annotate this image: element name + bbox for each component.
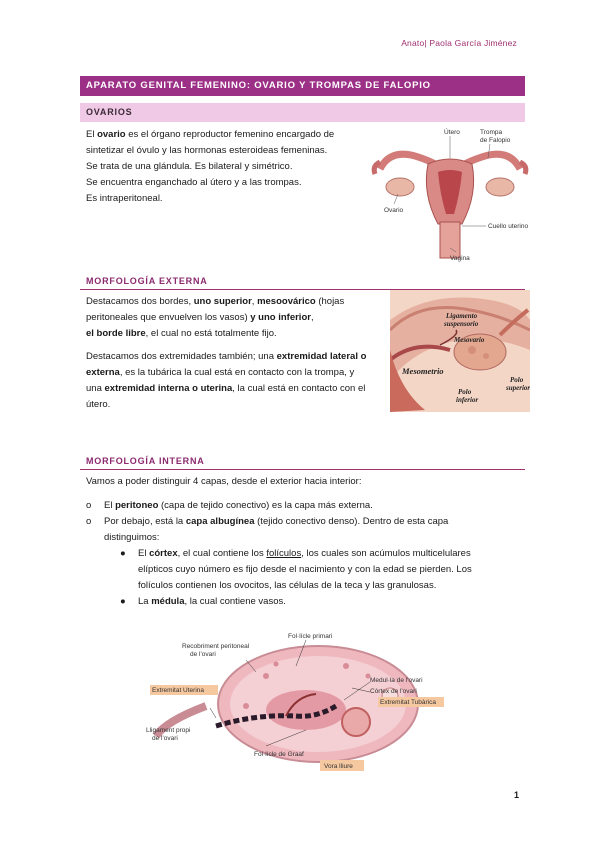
label-cuello: Cuello uterino — [488, 223, 529, 230]
label-polo-superior-2: superior — [506, 384, 530, 392]
header-author: Anato| Paola García Jiménez — [401, 38, 517, 48]
label-cortex: Còrtex de l'ovari — [370, 688, 417, 695]
circle-bullet-icon: o — [86, 516, 92, 527]
externa-p2-line-2: externa, es la tubárica la cual está en contacto con la trompa, y — [86, 367, 355, 378]
label-folicle-primari: Fol·lícle primari — [288, 633, 333, 640]
uterus-figure — [370, 124, 530, 264]
page-title: APARATO GENITAL FEMENINO: OVARIO Y TROMPAS DE FALOPIO — [80, 76, 525, 96]
externa-p1-line-1: Destacamos dos bordes, uno superior, mesoovárico (hojas — [86, 296, 345, 307]
ovarios-line-5: Es intraperitoneal. — [86, 193, 163, 204]
ovary-internal-figure — [146, 626, 462, 776]
externa-paragraph-2 — [86, 349, 366, 413]
ovarios-line-1: El ovario es el órgano reproductor femenino encargado de — [86, 129, 335, 140]
ovarios-line-4: Se encuentra enganchado al útero y a las trompas. — [86, 177, 302, 188]
page-number: 1 — [513, 790, 519, 800]
label-polo-superior: Polo — [510, 376, 524, 384]
sub-item-medula: ● La médula, la cual contiene vasos. — [120, 594, 286, 610]
label-trompa: Trompa — [480, 129, 503, 136]
label-recobriment-2: de l'ovari — [190, 651, 216, 658]
label-ligament: Lligament propi — [146, 727, 191, 734]
label-utero: Útero — [444, 129, 460, 136]
circle-bullet-icon: o — [86, 500, 92, 511]
ovarios-paragraph — [86, 127, 334, 207]
ovarios-line-2: sintetizar el óvulo y las hormonas esteroideas femeninas. — [86, 145, 328, 156]
externa-p2-line-4: útero. — [86, 399, 111, 410]
ovary-external-figure — [390, 290, 530, 412]
label-ligamento-2: suspensorio — [444, 320, 479, 328]
section-heading-externa: MORFOLOGÍA EXTERNA — [80, 276, 525, 290]
interna-intro: Vamos a poder distinguir 4 capas, desde el exterior hacia interior: — [86, 476, 362, 487]
list-item-albuginea: o Por debajo, está la capa albugínea (tejido conectivo denso). Dentro de esta capa distinguimos: — [86, 516, 449, 543]
label-polo-inferior: Polo — [458, 388, 472, 396]
label-extremitat-uterina: Extremitat Uterina — [152, 687, 205, 694]
label-extremitat-tubarica: Extremitat Tubàrica — [380, 699, 436, 706]
label-vagina: Vagina — [450, 255, 470, 262]
externa-p1-line-3: el borde libre, el cual no está totalmente fijo. — [86, 328, 277, 339]
section-title-ovarios: OVARIOS — [80, 103, 525, 122]
label-trompa-2: de Falopio — [480, 137, 511, 144]
label-graaf: Fol·lícle de Graaf — [254, 751, 304, 758]
label-mesometrio: Mesometrio — [402, 366, 444, 376]
externa-p2-line-1: Destacamos dos extremidades también; una extremidad lateral o — [86, 351, 367, 362]
section-heading-interna: MORFOLOGÍA INTERNA — [80, 456, 525, 470]
label-ovario: Ovario — [384, 207, 404, 214]
label-medula: Medul·la de l'ovari — [370, 677, 423, 684]
label-vora-lliure: Vora lliure — [324, 763, 353, 770]
label-ligament-2: de l'ovari — [152, 735, 178, 742]
list-item-peritoneo: o El peritoneo (capa de tejido conectivo) es la capa más externa. — [86, 498, 373, 514]
label-recobriment: Recobriment peritoneal — [182, 643, 250, 650]
sub-item-cortex: ● El córtex, el cual contiene los folículos, los cuales son acúmulos multicelulares elípticos cuyo número es fijo desde el nacimiento y con la edad se pierden. Los folículos contienen los ovocitos, las células de la teca y las granulosas. — [120, 548, 472, 591]
label-polo-inferior-2: inferior — [456, 396, 479, 404]
disc-bullet-icon: ● — [120, 596, 126, 607]
externa-p1-line-2: peritoneales que envuelven los vasos) y uno inferior, — [86, 312, 314, 323]
externa-p2-line-3: una extremidad interna o uterina, la cual está en contacto con el — [86, 383, 366, 394]
label-ligamento: Ligamento — [446, 312, 478, 320]
externa-paragraph-1 — [86, 294, 344, 342]
disc-bullet-icon: ● — [120, 548, 126, 559]
ovarios-line-3: Se trata de una glándula. Es bilateral y simétrico. — [86, 161, 293, 172]
label-mesovario: Mesovario — [454, 336, 485, 344]
